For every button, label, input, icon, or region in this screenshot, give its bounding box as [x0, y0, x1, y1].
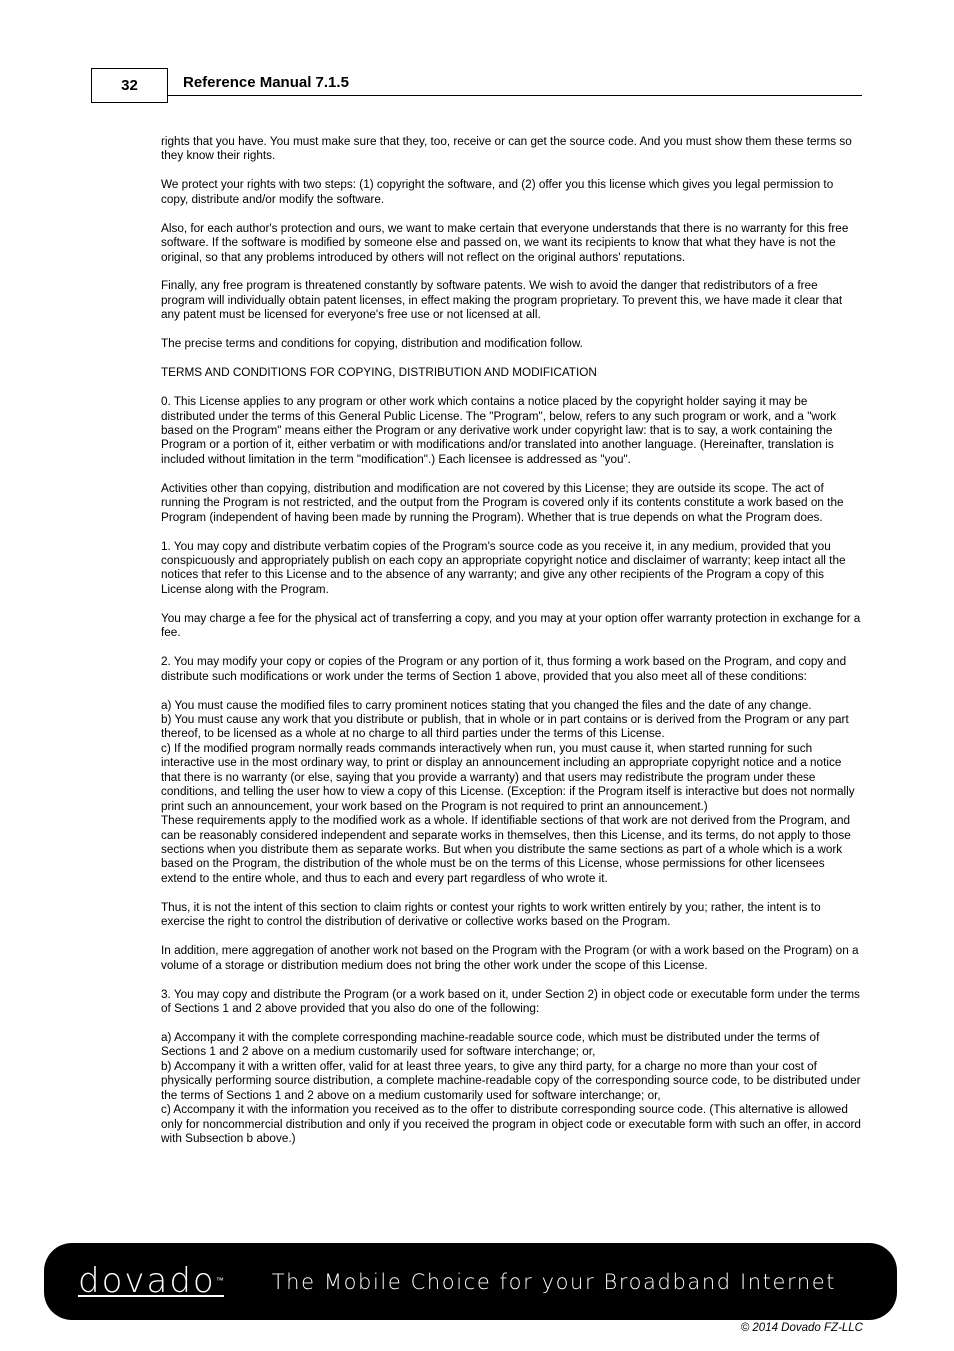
header-divider [168, 95, 862, 96]
document-body [161, 135, 862, 1146]
paragraph: 2. You may modify your copy or copies of the Program or any portion of it, thus forming a work based on the Program, and copy and distribute such modifications or work under the terms of Section 1 above, provided that you also meet all of these conditions: [161, 655, 847, 683]
manual-title: Reference Manual 7.1.5 [183, 74, 349, 91]
list-item: a) You must cause the modified files to carry prominent notices stating that you changed the files and the date of any change. [161, 698, 812, 712]
dovado-logo [78, 1260, 224, 1301]
paragraph: 0. This License applies to any program or other work which contains a notice placed by the copyright holder saying it may be distributed under the terms of this General Public License. The "Program", below, refers to any such program or work, and a "work based on the Program" means either the Program or any derivative work under copyright law: that is to say, a work containing the Program or a portion of it, either verbatim or with modifications and/or translated into another language. (Hereinafter, translation is included without limitation in the term "modification".) Each licensee is addressed as "you". [161, 395, 837, 466]
trademark-mark: ™ [215, 1275, 224, 1285]
tagline: The Mobile Choice for your Broadband Internet [271, 1269, 837, 1294]
footer-banner [44, 1243, 897, 1320]
paragraph: The precise terms and conditions for copying, distribution and modification follow. [161, 337, 583, 351]
paragraph: 1. You may copy and distribute verbatim copies of the Program's source code as you receive it, in any medium, provided that you conspicuously and appropriately publish on each copy an appropriate copyright notice and disclaimer of warranty; keep intact all the notices that refer to this License and to the absence of any warranty; and give any other recipients of the Program a copy of this License along with the Program. [161, 539, 846, 596]
list-item: a) Accompany it with the complete corresponding machine-readable source code, which must be distributed under the terms of Sections 1 and 2 above on a medium customarily used for software interchange; or, [161, 1030, 820, 1059]
page-number: 32 [91, 68, 168, 103]
list-item: c) Accompany it with the information you received as to the offer to distribute corresponding source code. (This alternative is allowed only for noncommercial distribution and only if you received the program in object code or executable form with such an offer, in accord with Subsection b above.) [161, 1103, 861, 1146]
list-item: b) You must cause any work that you distribute or publish, that in whole or in part contains or is derived from the Program or any part thereof, to be licensed as a whole at no charge to all third parties under the terms of this License. [161, 712, 849, 741]
paragraph: These requirements apply to the modified work as a whole. If identifiable sections of that work are not derived from the Program, and can be reasonably considered independent and separate works in themselves, then this License, and its terms, do not apply to those sections when you distribute them as separate works. But when you distribute the same sections as part of a whole which is a work based on the Program, the distribution of the whole must be on the terms of this License, whose permissions for other licensees extend to the entire whole, and thus to each and every part regardless of who wrote it. [161, 814, 851, 885]
logo-text: dovado [78, 1260, 216, 1301]
paragraph: Thus, it is not the intent of this section to claim rights or contest your rights to work written entirely by you; rather, the intent is to exercise the right to control the distribution of derivative or collective works based on the Program. [161, 900, 821, 929]
list-item: b) Accompany it with a written offer, valid for at least three years, to give any third party, for a charge no more than your cost of physically performing source distribution, a complete machine-readable copy of the corresponding source code, to be distributed under the terms of Sections 1 and 2 above on a medium customarily used for software interchange; or, [161, 1059, 861, 1102]
section-heading: TERMS AND CONDITIONS FOR COPYING, DISTRIBUTION AND MODIFICATION [161, 366, 597, 380]
list-item: c) If the modified program normally reads commands interactively when run, you must cause it, when started running for such interactive use in the most ordinary way, to print or display an announcement including an appropriate copyright notice and a notice that there is no warranty (or else, saying that you provide a warranty) and that users may redistribute the program under these conditions, and telling the user how to view a copy of this License. (Exception: if the Program itself is interactive but does not normally print such an announcement, your work based on the Program is not required to print an announcement.) [161, 741, 855, 813]
paragraph: Finally, any free program is threatened constantly by software patents. We wish to avoid the danger that redistributors of a free program will individually obtain patent licenses, in effect making the program proprietary. To prevent this, we have made it clear that any patent must be licensed for everyone's free use or not licensed at all. [161, 279, 843, 322]
paragraph: Activities other than copying, distribution and modification are not covered by this License; they are outside its scope. The act of running the Program is not restricted, and the output from the Program is covered only if its contents constitute a work based on the Program (independent of having been made by running the Program). Whether that is true depends on what the Program does. [161, 481, 844, 524]
paragraph: Also, for each author's protection and ours, we want to make certain that everyone understands that there is no warranty for this free software. If the software is modified by someone else and passed on, we want its recipients to know that what they have is not the original, so that any problems introduced by others will not reflect on the original authors' reputations. [161, 221, 849, 264]
paragraph: You may charge a fee for the physical act of transferring a copy, and you may at your option offer warranty protection in exchange for a fee. [161, 611, 861, 640]
paragraph: rights that you have. You must make sure that they, too, receive or can get the source code. And you must show them these terms so they know their rights. [161, 135, 852, 163]
paragraph: In addition, mere aggregation of another work not based on the Program with the Program (or with a work based on the Program) on a volume of a storage or distribution medium does not bring the other work under the scope of this License. [161, 944, 859, 972]
paragraph: We protect your rights with two steps: (1) copyright the software, and (2) offer you this license which gives you legal permission to copy, distribute and/or modify the software. [161, 178, 834, 206]
copyright-notice: © 2014 Dovado FZ-LLC [740, 1322, 863, 1334]
paragraph: 3. You may copy and distribute the Program (or a work based on it, under Section 2) in object code or executable form under the terms of Sections 1 and 2 above provided that you also do one of the following: [161, 987, 860, 1015]
